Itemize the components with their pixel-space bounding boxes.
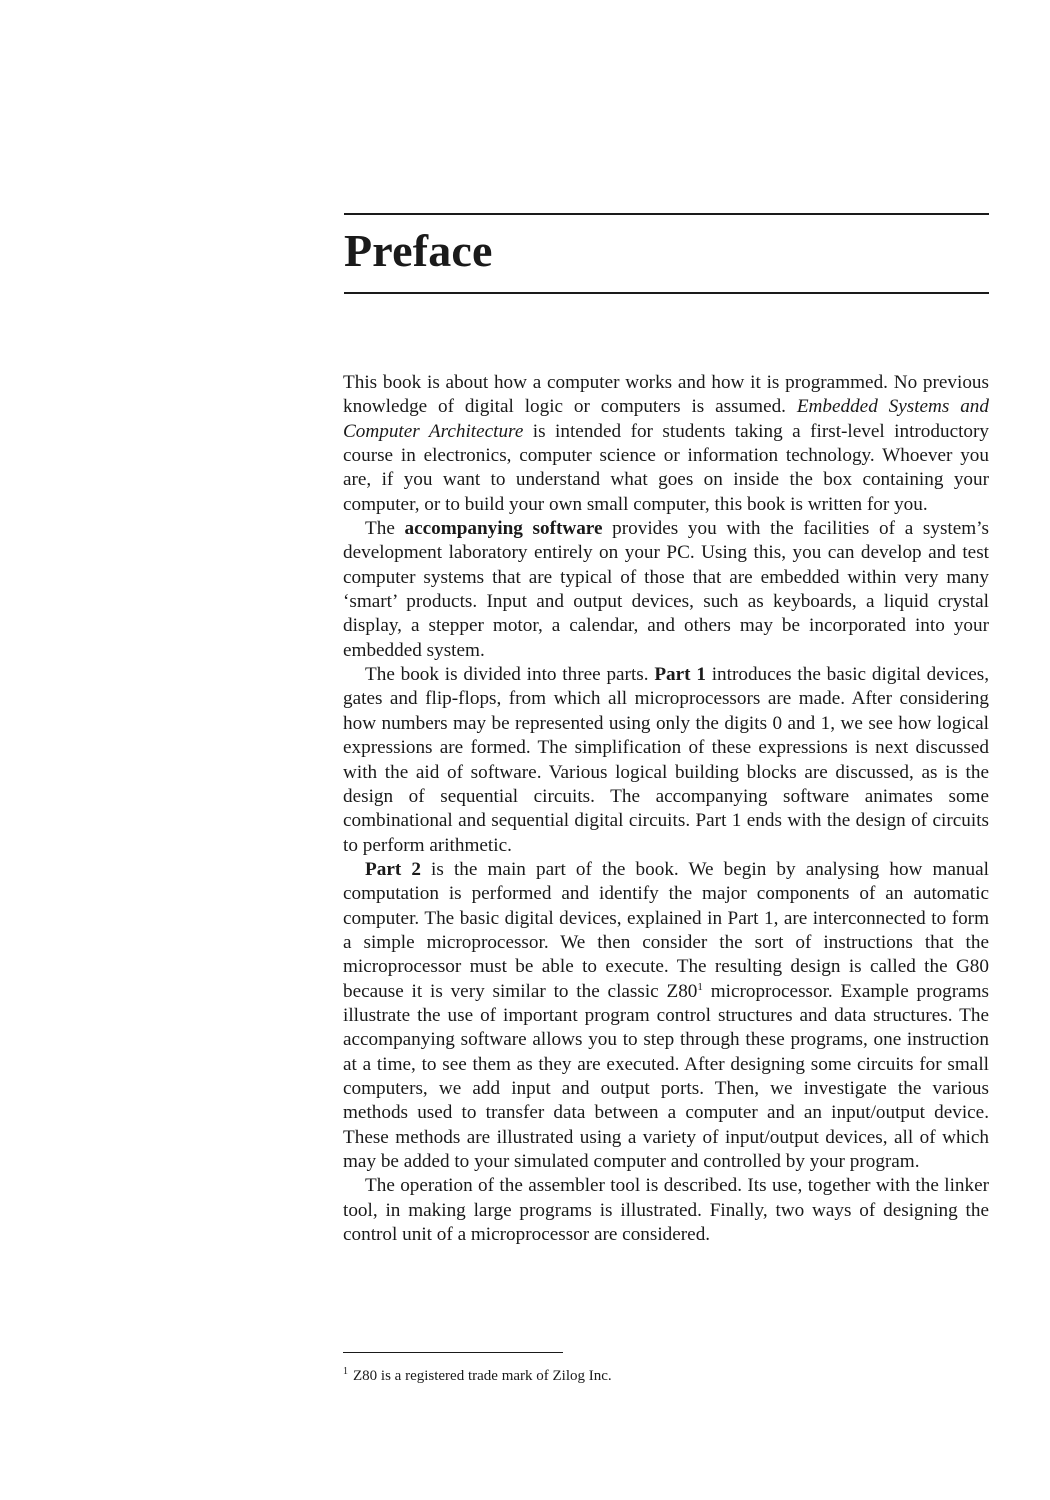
book-title: Embedded Systems and Computer Architecture bbox=[343, 396, 989, 442]
paragraph-intro-text-b: is intended for students taking a first-level introductory course in electronics, computer science or information technology. Whoever you are, if you want to understand what goes on inside the box containing your computer, or to build your own small computer, this book is written for you. bbox=[343, 420, 990, 515]
paragraph-intro bbox=[343, 371, 989, 517]
footnote-text: Z80 is a registered trade mark of Zilog Inc. bbox=[353, 1368, 612, 1384]
part-2-term: Part 2 bbox=[365, 858, 421, 880]
page-title: Preface bbox=[344, 225, 493, 276]
footnote-rule bbox=[343, 1352, 563, 1353]
paragraph-software-text-b: provides you with the facilities of a system’s development laboratory entirely on your PC. Using this, you can develop and test computer systems that are typical of those that are embedded within very many ‘smart’ products. Input and output devices, such as keyboards, a liquid crystal display, a stepper motor, a calendar, and others may be incorporated into your embedded system. bbox=[343, 518, 989, 661]
footnote-marker: 1 bbox=[343, 1366, 348, 1377]
paragraph-assembler bbox=[343, 1174, 989, 1247]
title-rule-bottom bbox=[344, 292, 989, 294]
part-1-term: Part 1 bbox=[654, 664, 706, 686]
title-rule-top bbox=[344, 213, 989, 215]
paragraph-part-2 bbox=[343, 858, 989, 1174]
paragraph-part-1-text-a: The book is divided into three parts. bbox=[365, 664, 655, 686]
footnote-reference: 1 bbox=[697, 980, 703, 993]
paragraph-assembler-text: The operation of the assembler tool is described. Its use, together with the linker tool, in making large programs is illustrated. Finally, two ways of designing the control unit of a microprocessor are considered. bbox=[343, 1175, 989, 1246]
footnote bbox=[343, 1366, 612, 1386]
paragraph-software-text-a: The bbox=[365, 518, 405, 540]
accompanying-software-term: accompanying software bbox=[404, 518, 603, 540]
paragraph-part-1 bbox=[343, 663, 989, 858]
paragraph-part-1-text-b: introduces the basic digital devices, gates and flip-flops, from which all microprocessors are made. After considering how numbers may be represented using only the digits 0 and 1, we see how logical expressions are formed. The simplification of these expressions is next discussed with the aid of software. Various logical building blocks are discussed, as is the design of sequential circuits. The accompanying software animates some combinational and sequential digital circuits. Part 1 ends with the design of circuits to perform arithmetic. bbox=[343, 664, 989, 856]
body-text bbox=[343, 371, 989, 1247]
paragraph-part-2-text-a: is the main part of the book. We begin by analysing how manual computation is performed and identify the major components of an automatic computer. The basic digital devices, explained in Part 1, are interconnected to form a simple microprocessor. We then consider the sort of instructions that the microprocessor must be able to execute. The resulting design is called the G80 because it is very similar to the classic Z80 bbox=[343, 858, 989, 1002]
paragraph-intro-text-a: This book is about how a computer works and how it is programmed. No previous knowledge of digital logic or computers is assumed. bbox=[343, 372, 989, 418]
paragraph-part-2-text-b: microprocessor. Example programs illustrate the use of important program control structures and data structures. The accompanying software allows you to step through these programs, one instruction at a time, to see them as they are executed. After designing some circuits for small computers, we add input and output ports. Then, we investigate the various methods used to transfer data between a computer and an input/output device. These methods are illustrated using a variety of input/output devices, all of which may be added to your simulated computer and controlled by your program. bbox=[343, 980, 989, 1172]
paragraph-software bbox=[343, 517, 989, 663]
